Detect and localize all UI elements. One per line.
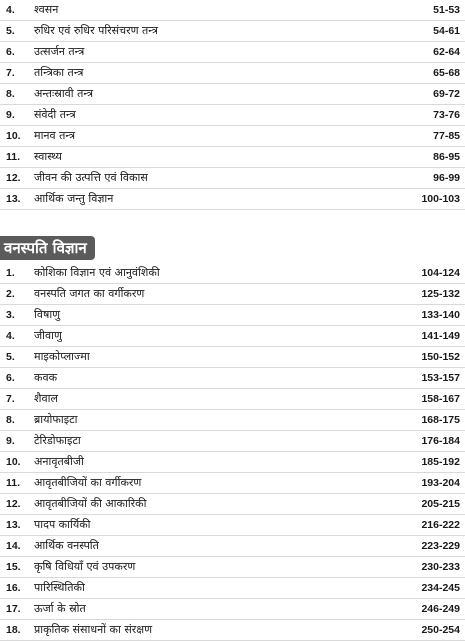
- toc-item-pages: 86-95: [433, 151, 460, 163]
- toc-row[interactable]: [0, 620, 465, 641]
- toc-item-pages: 51-53: [433, 4, 460, 16]
- section-heading-botany: वनस्पति विज्ञान: [0, 236, 95, 260]
- toc-row[interactable]: [0, 284, 465, 305]
- toc-row[interactable]: [0, 126, 465, 147]
- toc-row[interactable]: [0, 389, 465, 410]
- toc-item-pages: 176-184: [421, 435, 460, 447]
- toc-item-pages: 62-64: [433, 46, 460, 58]
- toc-item-title: शैवाल: [34, 392, 58, 405]
- toc-row[interactable]: [0, 21, 465, 42]
- toc-item-title: आवृतबीजियों की आकारिकी: [34, 497, 147, 510]
- toc-item-number: 8.: [6, 414, 15, 426]
- toc-item-number: 1.: [6, 267, 15, 279]
- toc-row[interactable]: [0, 452, 465, 473]
- toc-item-number: 10.: [6, 456, 21, 468]
- toc-item-pages: 133-140: [421, 309, 460, 321]
- toc-item-pages: 230-233: [421, 561, 460, 573]
- toc-item-number: 9.: [6, 435, 15, 447]
- toc-item-number: 8.: [6, 88, 15, 100]
- toc-row[interactable]: [0, 410, 465, 431]
- toc-row[interactable]: [0, 494, 465, 515]
- toc-row[interactable]: [0, 578, 465, 599]
- toc-item-title: कवक: [34, 371, 58, 384]
- toc-item-title: माइकोप्लाज्मा: [34, 350, 90, 363]
- toc-row[interactable]: [0, 263, 465, 284]
- toc-item-number: 9.: [6, 109, 15, 121]
- toc-item-number: 11.: [6, 477, 21, 489]
- toc-item-number: 13.: [6, 193, 21, 205]
- toc-item-pages: 223-229: [421, 540, 460, 552]
- botany-toc-list: [0, 263, 465, 641]
- toc-row[interactable]: [0, 536, 465, 557]
- toc-row[interactable]: [0, 63, 465, 84]
- toc-item-pages: 168-175: [421, 414, 460, 426]
- toc-row[interactable]: [0, 189, 465, 210]
- toc-item-pages: 69-72: [433, 88, 460, 100]
- toc-item-number: 14.: [6, 540, 21, 552]
- toc-item-number: 7.: [6, 393, 15, 405]
- toc-item-title: प्राकृतिक संसाधनों का संरक्षण: [34, 623, 153, 636]
- toc-item-number: 6.: [6, 372, 15, 384]
- toc-item-title: ब्रायोफाइटा: [34, 413, 78, 426]
- toc-row[interactable]: [0, 368, 465, 389]
- toc-row[interactable]: [0, 42, 465, 63]
- toc-item-number: 10.: [6, 130, 21, 142]
- toc-row[interactable]: [0, 599, 465, 620]
- toc-item-number: 13.: [6, 519, 21, 531]
- toc-row[interactable]: [0, 147, 465, 168]
- toc-item-pages: 73-76: [433, 109, 460, 121]
- toc-row[interactable]: [0, 431, 465, 452]
- zoology-toc-list: [0, 0, 465, 210]
- toc-item-pages: 125-132: [421, 288, 460, 300]
- toc-item-pages: 104-124: [421, 267, 460, 279]
- toc-item-number: 12.: [6, 498, 21, 510]
- toc-item-pages: 205-215: [421, 498, 460, 510]
- toc-item-title: संवेदी तन्त्र: [34, 108, 76, 121]
- toc-row[interactable]: [0, 105, 465, 126]
- toc-row[interactable]: [0, 305, 465, 326]
- toc-item-pages: 65-68: [433, 67, 460, 79]
- toc-item-number: 11.: [6, 151, 21, 163]
- toc-item-pages: 100-103: [421, 193, 460, 205]
- toc-item-number: 4.: [6, 4, 15, 16]
- toc-item-pages: 246-249: [421, 603, 460, 615]
- toc-item-number: 6.: [6, 46, 15, 58]
- toc-item-title: जीवन की उत्पत्ति एवं विकास: [34, 171, 148, 184]
- toc-item-number: 15.: [6, 561, 21, 573]
- toc-row[interactable]: [0, 473, 465, 494]
- toc-item-number: 5.: [6, 351, 15, 363]
- toc-item-title: स्वास्थ्य: [34, 150, 62, 163]
- toc-item-pages: 150-152: [421, 351, 460, 363]
- toc-item-pages: 77-85: [433, 130, 460, 142]
- toc-item-number: 18.: [6, 624, 21, 636]
- toc-row[interactable]: [0, 326, 465, 347]
- toc-item-title: विषाणु: [34, 308, 61, 321]
- toc-item-title: पादप कार्यिकी: [34, 518, 91, 531]
- toc-item-number: 5.: [6, 25, 15, 37]
- toc-item-number: 4.: [6, 330, 15, 342]
- toc-item-title: आर्थिक जन्तु विज्ञान: [34, 192, 114, 205]
- toc-item-title: तन्त्रिका तन्त्र: [34, 66, 84, 79]
- toc-item-number: 16.: [6, 582, 21, 594]
- toc-item-pages: 158-167: [421, 393, 460, 405]
- toc-item-title: श्वसन: [34, 3, 59, 16]
- toc-item-title: रुधिर एवं रुधिर परिसंचरण तन्त्र: [34, 24, 158, 37]
- toc-item-pages: 234-245: [421, 582, 460, 594]
- toc-item-title: आर्थिक वनस्पति: [34, 539, 99, 552]
- toc-item-title: उत्सर्जन तन्त्र: [34, 45, 85, 58]
- toc-item-number: 12.: [6, 172, 21, 184]
- toc-item-pages: 141-149: [421, 330, 460, 342]
- toc-item-title: टेरिडोफाइटा: [34, 434, 81, 447]
- toc-row[interactable]: [0, 84, 465, 105]
- toc-item-title: कोशिका विज्ञान एवं आनुवंशिकी: [34, 266, 160, 279]
- toc-item-number: 17.: [6, 603, 21, 615]
- toc-item-number: 7.: [6, 67, 15, 79]
- toc-item-pages: 216-222: [421, 519, 460, 531]
- toc-item-title: पारिस्थितिकी: [34, 581, 85, 594]
- toc-item-title: जीवाणु: [34, 329, 62, 342]
- toc-row[interactable]: [0, 0, 465, 21]
- toc-item-number: 3.: [6, 309, 15, 321]
- toc-item-title: कृषि विधियाँ एवं उपकरण: [34, 560, 136, 573]
- toc-item-number: 2.: [6, 288, 15, 300]
- toc-item-pages: 193-204: [421, 477, 460, 489]
- toc-item-title: अनावृतबीजी: [34, 455, 84, 468]
- toc-item-title: वनस्पति जगत का वर्गीकरण: [34, 287, 145, 300]
- toc-row[interactable]: [0, 515, 465, 536]
- toc-item-pages: 250-254: [421, 624, 460, 636]
- toc-item-title: ऊर्जा के स्रोत: [34, 602, 86, 615]
- toc-item-pages: 96-99: [433, 172, 460, 184]
- toc-row[interactable]: [0, 557, 465, 578]
- toc-item-title: अन्तःस्रावी तन्त्र: [34, 87, 94, 100]
- toc-item-pages: 185-192: [421, 456, 460, 468]
- toc-item-pages: 153-157: [421, 372, 460, 384]
- toc-item-title: मानव तन्त्र: [34, 129, 76, 142]
- toc-row[interactable]: [0, 347, 465, 368]
- toc-row[interactable]: [0, 168, 465, 189]
- toc-item-title: आवृतबीजियों का वर्गीकरण: [34, 476, 142, 489]
- toc-item-pages: 54-61: [433, 25, 460, 37]
